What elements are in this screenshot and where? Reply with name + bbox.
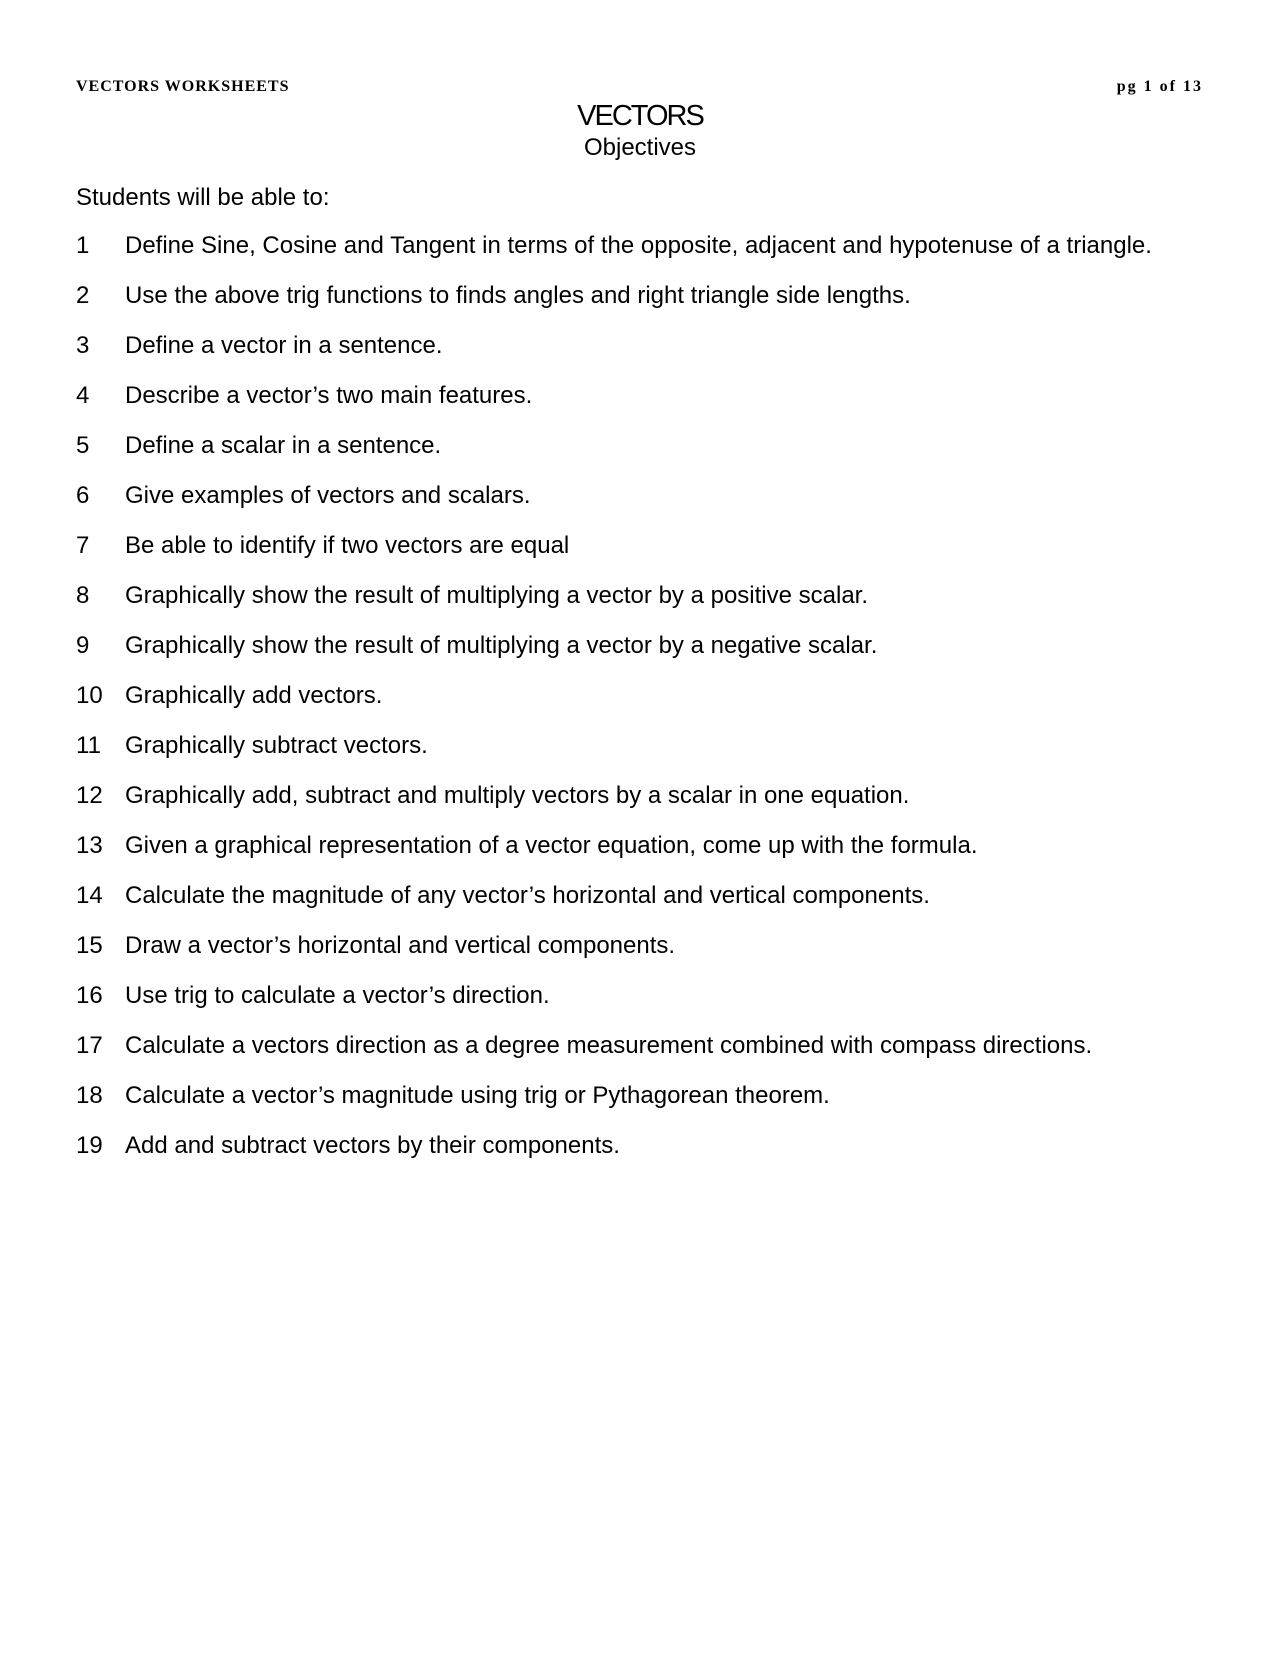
objective-text: Graphically show the result of multiplying a vector by a negative scalar. [125, 632, 878, 659]
list-item [76, 982, 1152, 1032]
list-item [76, 682, 1152, 732]
objective-number: 3 [76, 332, 90, 359]
objective-number: 6 [76, 482, 90, 509]
objective-text: Use trig to calculate a vector’s direction. [125, 982, 550, 1009]
objective-text: Graphically add, subtract and multiply vectors by a scalar in one equation. [125, 782, 910, 809]
objective-number: 8 [76, 582, 90, 609]
page-number: pg 1 of 13 [1116, 78, 1203, 95]
list-item [76, 732, 1152, 782]
list-item [76, 882, 1152, 932]
objective-text: Define a vector in a sentence. [125, 332, 443, 359]
objective-number: 11 [76, 732, 101, 759]
objective-text: Calculate the magnitude of any vector’s horizontal and vertical components. [125, 882, 930, 909]
list-item [76, 782, 1152, 832]
list-item [76, 332, 1152, 382]
list-item [76, 632, 1152, 682]
objective-number: 4 [76, 382, 90, 409]
objective-number: 5 [76, 432, 90, 459]
objective-number: 14 [76, 882, 103, 909]
objective-text: Define a scalar in a sentence. [125, 432, 442, 459]
list-item [76, 932, 1152, 982]
list-item [76, 432, 1152, 482]
objective-text: Given a graphical representation of a vector equation, come up with the formula. [125, 832, 978, 859]
list-item [76, 1082, 1152, 1132]
objective-number: 16 [76, 982, 103, 1009]
objective-text: Graphically subtract vectors. [125, 732, 428, 759]
objective-text: Draw a vector’s horizontal and vertical components. [125, 932, 676, 959]
page-title [0, 100, 1280, 133]
objective-number: 18 [76, 1082, 103, 1109]
intro-text: Students will be able to: [76, 184, 330, 211]
list-item [76, 1132, 1152, 1182]
objective-text: Calculate a vector’s magnitude using trig or Pythagorean theorem. [125, 1082, 830, 1109]
objective-text: Calculate a vectors direction as a degree measurement combined with compass directions. [125, 1032, 1093, 1059]
objective-text: Use the above trig functions to finds angles and right triangle side lengths. [125, 282, 911, 309]
list-item [76, 482, 1152, 532]
objective-number: 12 [76, 782, 103, 809]
objective-number: 7 [76, 532, 90, 559]
page-subtitle [0, 134, 1280, 162]
objective-number: 9 [76, 632, 90, 659]
list-item [76, 532, 1152, 582]
page-title-text: VECTORS [577, 100, 703, 132]
objective-number: 15 [76, 932, 103, 959]
objective-text: Be able to identify if two vectors are equal [125, 532, 570, 559]
list-item [76, 832, 1152, 882]
list-item [76, 1032, 1152, 1082]
objective-number: 1 [76, 232, 90, 259]
objective-number: 10 [76, 682, 103, 709]
objective-text: Describe a vector’s two main features. [125, 382, 533, 409]
objective-text: Define Sine, Cosine and Tangent in terms of the opposite, adjacent and hypotenuse of a triangle. [125, 232, 1152, 259]
page-subtitle-text: Objectives [583, 134, 697, 161]
list-item [76, 582, 1152, 632]
objective-number: 17 [76, 1032, 103, 1059]
objective-text: Add and subtract vectors by their components. [125, 1132, 620, 1159]
objective-number: 19 [76, 1132, 103, 1159]
objective-number: 2 [76, 282, 90, 309]
objectives-list [76, 232, 1152, 1182]
list-item [76, 232, 1152, 282]
objective-text: Give examples of vectors and scalars. [125, 482, 531, 509]
objective-number: 13 [76, 832, 103, 859]
header-title: VECTORS WORKSHEETS [76, 78, 290, 95]
objective-text: Graphically add vectors. [125, 682, 383, 709]
list-item [76, 382, 1152, 432]
objective-text: Graphically show the result of multiplying a vector by a positive scalar. [125, 582, 869, 609]
list-item [76, 282, 1152, 332]
